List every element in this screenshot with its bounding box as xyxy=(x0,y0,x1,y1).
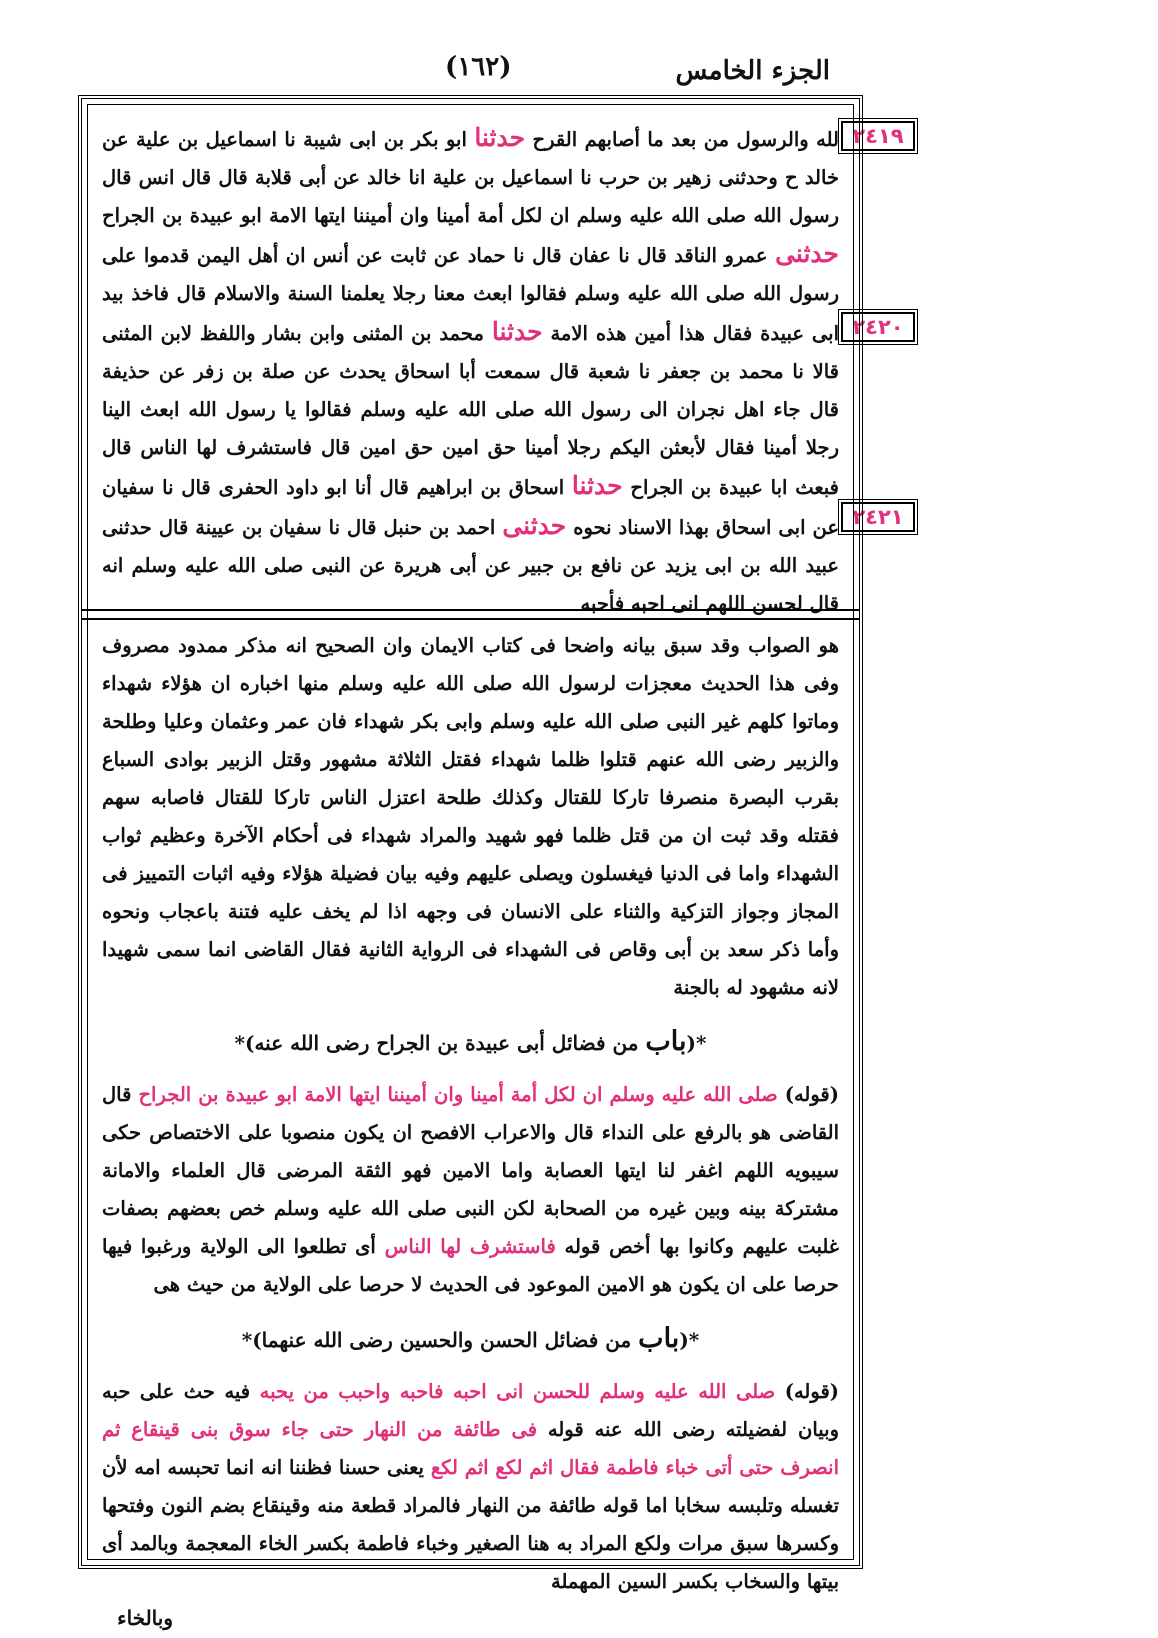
running-header-title: الجزء الخامس xyxy=(675,56,830,86)
commentary-block xyxy=(102,627,839,1601)
hadith-paragraph xyxy=(102,119,839,623)
haddathana-marker: حدثنا xyxy=(474,123,526,152)
hadith-text: اسحاق بن ابراهيم قال أنا ابو داود الحفرى قال نا سفيان عن ابى اسحاق بهذا الاسناد نحوه xyxy=(102,476,839,539)
qawluhu-label: (قوله) xyxy=(784,1083,839,1106)
chapter-title: من فضائل الحسن والحسين رضى الله عنهما)* xyxy=(241,1328,639,1352)
hadith-number-2420: ٢٤٢٠ xyxy=(841,312,915,342)
commentary-text: قال القاضى هو بالرفع على النداء قال والاعراب الافصح ان يكون منصوبا على الاختصاص حكى سيبويه اللهم اغفر لنا ايتها العصابة واما الامين فهو الثقة المرضى قال العلماء والامانة مشتركة بينه وبين غيره من الصحابة لكن النبى صلى الله عليه وسلم خص بعضهم بصفات غلبت عليهم وكانوا بها أخص قوله xyxy=(102,1083,839,1258)
hadith-number-2419: ٢٤١٩ xyxy=(841,121,915,151)
section-divider xyxy=(82,609,859,620)
quoted-text: فى طائفة من النهار حتى جاء سوق بنى قينقاع ثم انصرف حتى أتى خباء فاطمة فقال اثم لكع اثم لكع xyxy=(102,1418,840,1479)
haddathana-marker: حدثنا xyxy=(571,471,623,500)
hadith-text: ابو بكر بن ابى شيبة نا اسماعيل بن علية عن خالد ح وحدثنى زهير بن حرب نا اسماعيل بن علية انا خالد عن أبى قلابة قال قال انس قال رسول الله صلى الله عليه وسلم ان لكل أمة أمينا وان أميننا ايتها الامة ابو عبيدة بن الجراح xyxy=(102,128,839,227)
commentary-paragraph xyxy=(102,1076,839,1304)
hadith-number-2421: ٢٤٢١ xyxy=(841,502,915,532)
chapter-bab-word: باب xyxy=(638,1323,680,1354)
haddathani-marker: حدثنى xyxy=(502,511,567,540)
quoted-text: فاستشرف لها الناس xyxy=(384,1235,556,1258)
hadith-text: محمد بن المثنى وابن بشار واللفظ لابن المثنى قالا نا محمد بن جعفر نا شعبة قال سمعت أبا اسحاق يحدث عن صلة بن زفر عن حذيفة قال جاء اهل نجران الى رسول الله صلى الله عليه وسلم فقالوا يا رسول الله ابعث الينا رجلا أمينا فقال لأبعثن اليكم رجلا أمينا حق امين حق امين قال فاستشرف لها الناس قال فبعث ابا عبيدة بن الجراح xyxy=(102,322,839,499)
commentary-text: يعنى حسنا فظننا انه انما تحبسه امه لأن تغسله وتلبسه سخابا اما قوله طائفة من النهار فالمراد قطعة منه وقينقاع بضم النون وفتحها وكسرها سبق مرات ولكع المراد به هنا الصغير وخباء فاطمة بكسر الخاء المعجمة وبالمد أى بيتها والسخاب بكسر السين المهملة xyxy=(102,1456,839,1593)
commentary-text: فيه حث على حبه وبيان لفضيلته رضى الله عنه قوله xyxy=(102,1380,839,1441)
quoted-text: صلى الله عليه وسلم ان لكل أمة أمينا وان أميننا ايتها الامة ابو عبيدة بن الجراح xyxy=(138,1083,785,1106)
page-frame xyxy=(78,95,863,1593)
haddathana-marker: حدثنا xyxy=(491,317,543,346)
commentary-paragraph: هو الصواب وقد سبق بيانه واضحا فى كتاب الايمان وان الصحيح انه مذكر ممدود مصروف وفى هذا الحديث معجزات لرسول الله صلى الله عليه وسلم منها اخباره ان هؤلاء شهداء وماتوا كلهم غير النبى صلى الله عليه وسلم وابى بكر شهداء فان عمر وعثمان وعليا وطلحة والزبير رضى الله عنهم قتلوا ظلما شهداء فقتل الثلاثة مشهور وقتل الزبير بوادى السباع بقرب البصرة منصرفا تاركا للقتال وكذلك طلحة اعتزل الناس تاركا للقتال فاصابه سهم فقتله وقد ثبت ان من قتل ظلما فهو شهيد والمراد شهداء فى أحكام الآخرة وعظيم ثواب الشهداء واما فى الدنيا فيغسلون ويصلى عليهم وفيه بيان فضيلة هؤلاء وفيه اثبات التمييز فى المجاز وجواز التزكية والثناء على الانسان فى وجهه اذا لم يخف عليه فتنة باعجاب ونحوه وأما ذكر سعد بن أبى وقاص فى الشهداء فى الرواية الثانية فقال القاضى انما سمى شهيدا لانه مشهود له بالجنة xyxy=(102,634,839,999)
commentary-text: أى تطلعوا الى الولاية ورغبوا فيها حرصا على ان يكون هو الامين الموعود فى الحديث لا حرصا على الولاية من حيث هى xyxy=(102,1235,839,1296)
page-number: (١٦٢) xyxy=(445,52,512,82)
hadith-text: احمد بن حنبل قال نا سفيان بن عيينة قال حدثنى عبيد الله بن ابى يزيد عن نافع بن جبير عن أبى هريرة عن النبى صلى الله عليه وسلم انه قال لحسن اللهم انى احبه فأحبه xyxy=(102,516,839,615)
catchword: وبالخاء xyxy=(117,1606,173,1630)
quoted-text: صلى الله عليه وسلم للحسن انى احبه فاحبه واحبب من يحبه xyxy=(259,1380,785,1403)
chapter-bracket: *( xyxy=(686,1031,707,1055)
chapter-bracket: *( xyxy=(679,1328,700,1352)
chapter-heading-hasan-husain xyxy=(102,1320,839,1359)
hadith-text: عمرو الناقد قال نا عفان قال نا حماد عن ثابت عن أنس ان أهل اليمن قدموا على رسول الله صلى الله عليه وسلم فقالوا ابعث معنا رجلا يعلمنا السنة والاسلام قال فاخذ بيد ابى عبيدة فقال هذا أمين هذه الامة xyxy=(102,244,839,345)
hadith-text-block xyxy=(102,119,839,623)
commentary-paragraph xyxy=(102,1373,839,1601)
chapter-title: من فضائل أبى عبيدة بن الجراح رضى الله عنه)* xyxy=(234,1031,646,1055)
haddathani-marker: حدثنى xyxy=(775,239,839,268)
qawluhu-label: (قوله) xyxy=(784,1380,839,1403)
hadith-text: لله والرسول من بعد ما أصابهم القرح xyxy=(525,128,839,151)
chapter-heading-abu-ubaida xyxy=(102,1023,839,1062)
chapter-bab-word: باب xyxy=(645,1026,687,1057)
